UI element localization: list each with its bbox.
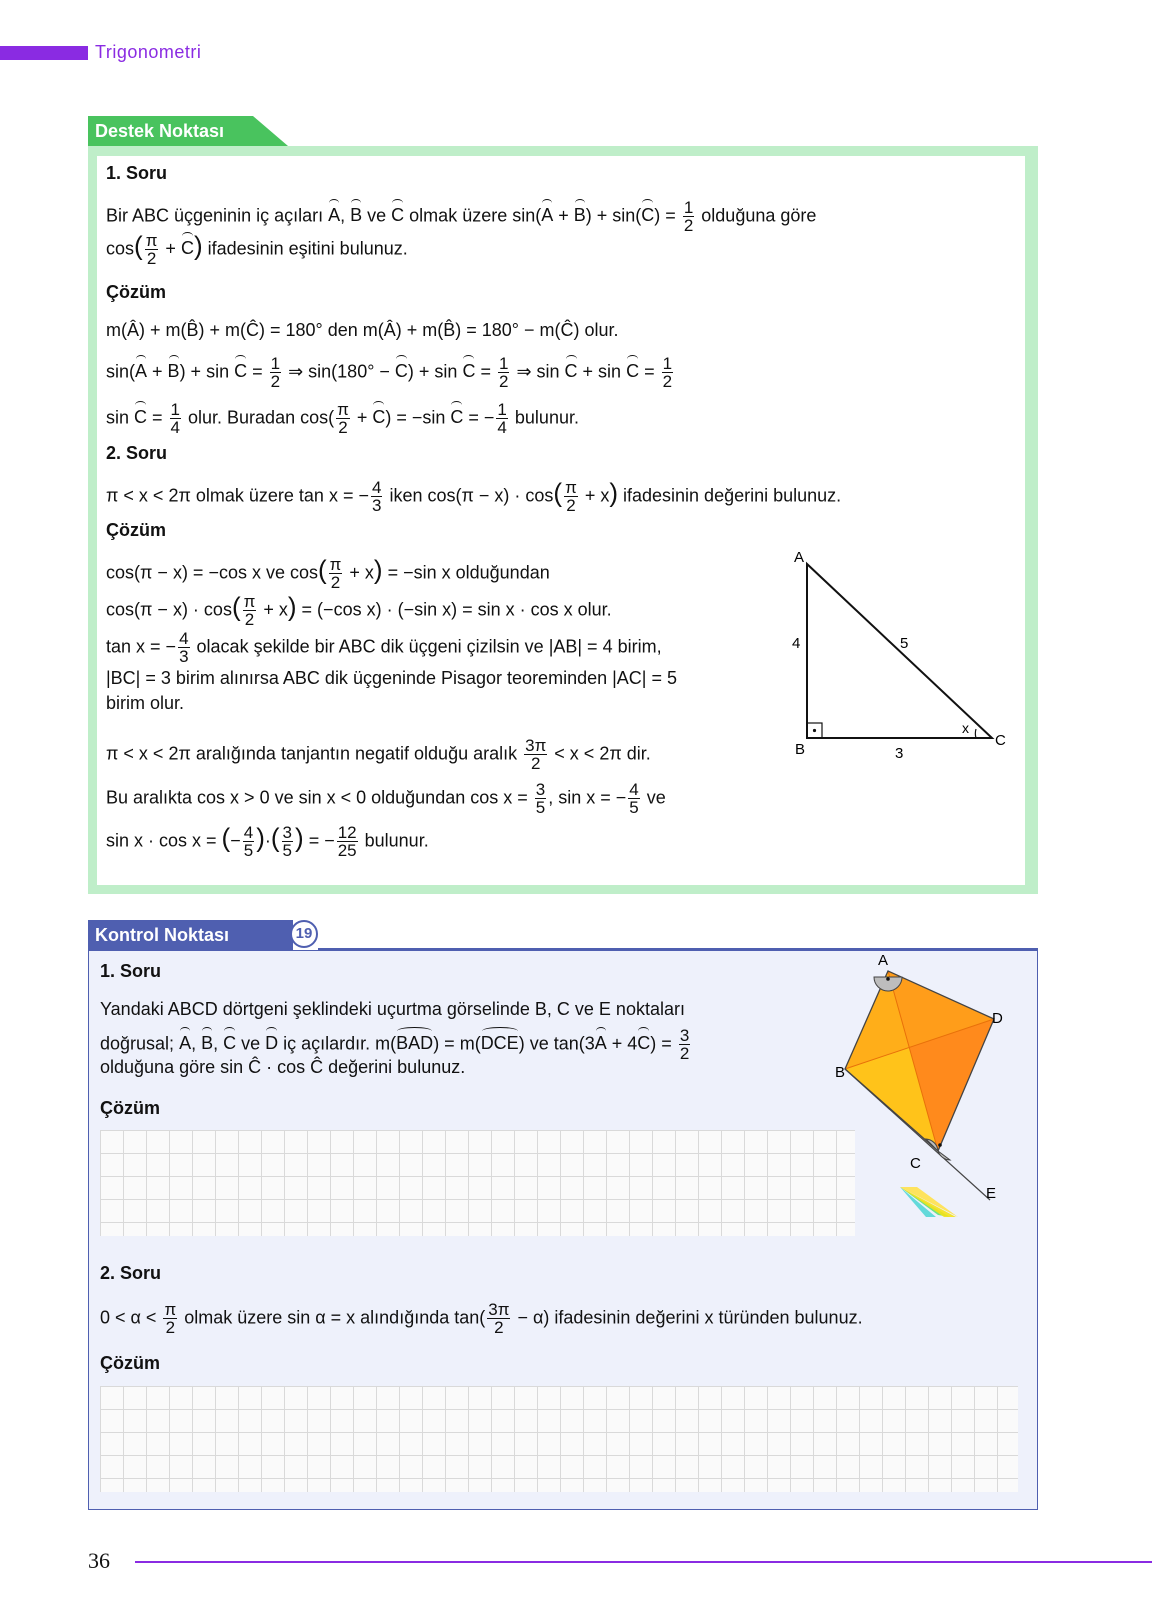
q2-solution-heading: Çözüm xyxy=(106,520,166,540)
k-q2-line-b: olmak üzere sin α = x alındığında tan( xyxy=(179,1307,486,1328)
header-accent-bar xyxy=(0,46,88,60)
q2-sol-line3: tan x = − $\frac{4}{3}$ olacak şekilde bir ABC dik üçgeni çizilsin ve |AB| = 4 birim, xyxy=(106,629,662,666)
k-q1-line3: olduğuna göre sin Ĉ · cos Ĉ değerini bulunuz. xyxy=(100,1057,466,1077)
q2-sol-line4: |BC| = 3 birim alınırsa ABC dik üçgeninde Pisagor teoreminden |AC| = 5 xyxy=(106,668,677,688)
q2-sol-line8-a: sin x · cos x = xyxy=(106,830,222,851)
q2-sol-line5: birim olur. xyxy=(106,693,185,713)
q2-sol-line2-b: = (−cos x) · (−sin x) = sin x · cos x olur. xyxy=(296,599,612,620)
q2-sol-line1-b: = −sin x olduğundan xyxy=(382,562,550,583)
k-q1-line2-b: iç açılardır. m( xyxy=(278,1033,397,1054)
q2-sol-line1-a: cos(π − x) = −cos x ve cos xyxy=(106,562,318,583)
q1-heading: 1. Soru xyxy=(106,163,168,183)
q1-sol-line3-b: bulunur. xyxy=(514,407,579,428)
kite-label-d: D xyxy=(992,1010,1003,1027)
k-q1-heading: 1. Soru xyxy=(100,961,162,981)
triangle-side-ab: 4 xyxy=(792,635,801,652)
q2-sol-line2: cos(π − x) · cos( $\frac{\pi}{2}$ + x) = (−cos x) · (−sin x) = sin x · cos x olur. xyxy=(106,591,612,629)
kite-diagram xyxy=(835,952,1020,1215)
q2-heading: 2. Soru xyxy=(106,443,168,463)
kite-label-c: C xyxy=(910,1155,921,1172)
q1-line1-c: olduğuna göre xyxy=(696,205,817,226)
q1-sol-line1: m(Â) + m(B̂) + m(Ĉ) = 180° den m(Â) + m(B̂) = 180° − m(Ĉ) olur. xyxy=(106,320,619,340)
k-q1-answer-grid[interactable] xyxy=(100,1130,855,1236)
q2-sol-line6: π < x < 2π aralığında tanjantın negatif olduğu aralık $\frac{3\pi}{2}$ < x < 2π dir. xyxy=(106,736,651,773)
k-q1-line2-c: ) = m( xyxy=(433,1033,481,1054)
k-q1-line2-d: ) ve tan xyxy=(518,1033,579,1054)
q2-sol-line6-b: < x < 2π dir. xyxy=(549,743,651,764)
q2-sol-line2-a: cos(π − x) · cos xyxy=(106,599,232,620)
kite-label-b: B xyxy=(835,1064,846,1081)
q2-line1-c: ifadesinin değerini bulunuz. xyxy=(618,485,842,506)
k-q2-answer-grid[interactable] xyxy=(100,1386,1018,1492)
k-q2-heading: 2. Soru xyxy=(100,1263,162,1283)
q2-sol-line3-b: olacak şekilde bir ABC dik üçgeni çizilsin ve |AB| = 4 birim, xyxy=(191,636,662,657)
triangle-angle-x: x xyxy=(962,720,969,736)
q1-line2: cos( $\frac{\pi}{2}$ + C) ifadesinin eşitini bulunuz. xyxy=(106,230,408,268)
k-q2-line: 0 < α < $\frac{\pi}{2}$ olmak üzere sin α = x alındığında tan( $\frac{3\pi}{2}$ − α) ifadesinin değerini x türünden bulunuz. xyxy=(100,1300,863,1337)
q2-line1-a: π < x < 2π olmak üzere tan x = − xyxy=(106,485,369,506)
q2-sol-line7-a: Bu aralıkta cos x > 0 ve sin x < 0 olduğundan cos x = xyxy=(106,787,533,808)
kontrol-number-badge: 19 xyxy=(290,920,318,948)
q1-line2-text: ifadesinin eşitini bulunuz. xyxy=(202,238,408,259)
page-number: 36 xyxy=(88,1548,110,1573)
q1-sol-line3: sin C = $\frac{1}{4}$ olur. Buradan cos( $\frac{\pi}{2}$ + C) = −sin C = − $\frac{1}{4}$ bulunur. xyxy=(106,400,579,437)
q2-sol-line1: cos(π − x) = −cos x ve cos( $\frac{\pi}{2}$ + x) = −sin x olduğundan xyxy=(106,554,550,592)
k-q1-line2: doğrusal; A, B, C ve D iç açılardır. m(BAD) = m(DCE) ve tan(3A + 4C) = $\frac{3}{2}$ xyxy=(100,1026,690,1063)
q2-sol-line7: Bu aralıkta cos x > 0 ve sin x < 0 olduğundan cos x = $\frac{3}{5}$ , sin x = − $\frac{4}{5}$ ve xyxy=(106,780,666,817)
q2-sol-line3-a: tan x = − xyxy=(106,636,177,657)
destek-title: Destek Noktası xyxy=(95,121,225,141)
k-q2-line-a: 0 < α < xyxy=(100,1307,162,1328)
q2-line1-b: iken cos(π − x) · cos xyxy=(384,485,554,506)
q2-sol-line8-b: bulunur. xyxy=(359,830,429,851)
k-q1-solution-heading: Çözüm xyxy=(100,1098,160,1118)
q1-line1: Bir ABC üçgeninin iç açıları A, B ve C olmak üzere sin(A + B) + sin(C) = $\frac{1}{2}$ olduğuna göre xyxy=(106,198,817,235)
q2-sol-line8: sin x · cos x = (− $\frac{4}{5}$ )·( $\frac{3}{5}$ ) = − $\frac{12}{25}$ bulunur. xyxy=(106,822,429,860)
triangle-label-b: B xyxy=(795,741,806,758)
k-q2-solution-heading: Çözüm xyxy=(100,1353,160,1373)
right-triangle-diagram xyxy=(780,548,1010,762)
k-q1-line1: Yandaki ABCD dörtgeni şeklindeki uçurtma görselinde B, C ve E noktaları xyxy=(100,999,685,1019)
triangle-label-c: C xyxy=(995,732,1006,749)
header-topic: Trigonometri xyxy=(95,42,202,62)
q1-line1-b: olmak üzere sin xyxy=(404,205,536,226)
q2-sol-line7-c: ve xyxy=(641,787,666,808)
triangle-side-ac: 5 xyxy=(900,635,909,652)
q2-sol-line6-a: π < x < 2π aralığında tanjantın negatif olduğu aralık xyxy=(106,743,523,764)
kite-label-e: E xyxy=(986,1185,997,1202)
k-q2-line-c: − α) ifadesinin değerini x türünden bulunuz. xyxy=(512,1307,863,1328)
triangle-label-a: A xyxy=(794,549,805,566)
kite-label-a: A xyxy=(878,952,889,969)
q2-line1: π < x < 2π olmak üzere tan x = − $\frac{4}{3}$ iken cos(π − x) · cos( $\frac{\pi}{2}$ + x) ifadesinin değerini bulunuz. xyxy=(106,477,842,515)
q1-line1-a: Bir ABC üçgeninin iç açıları xyxy=(106,205,329,226)
kontrol-title: Kontrol Noktası xyxy=(95,925,230,945)
footer-rule xyxy=(135,1561,1152,1563)
q1-sol-line3-a: olur. Buradan cos xyxy=(188,407,329,428)
q1-solution-heading: Çözüm xyxy=(106,282,166,302)
k-q1-line2-a: doğrusal; xyxy=(100,1033,180,1054)
q1-sol-line2: sin(A + B) + sin C = $\frac{1}{2}$ ⇒ sin(180° − C) + sin C = $\frac{1}{2}$ ⇒ sin C + sin C = $\frac{1}{2}$ xyxy=(106,354,673,391)
q2-sol-line7-b: , sin x = − xyxy=(548,787,627,808)
triangle-side-bc: 3 xyxy=(895,745,904,762)
